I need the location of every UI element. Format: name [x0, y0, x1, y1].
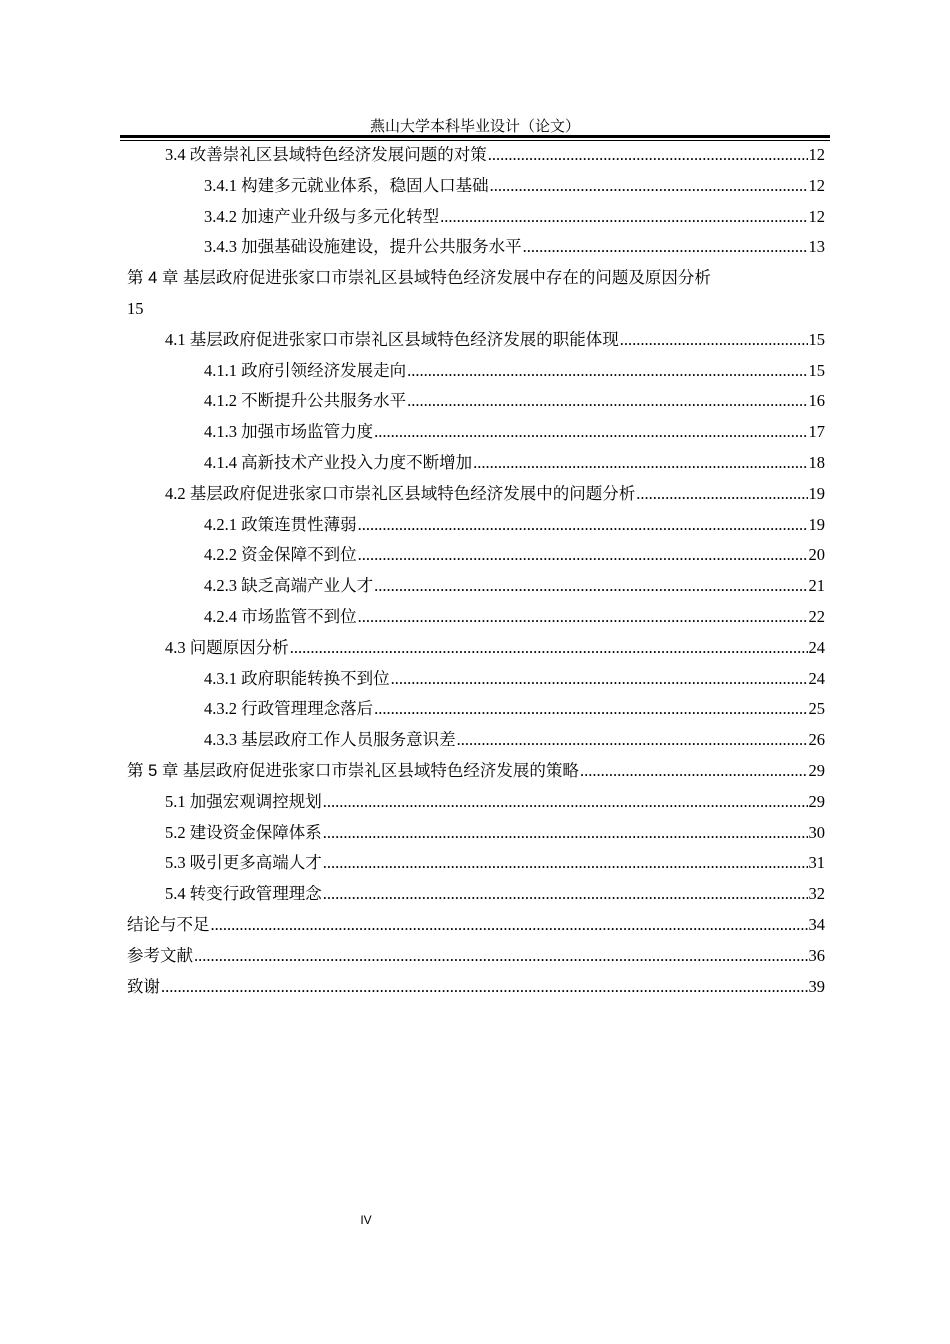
toc-entry[interactable] — [127, 725, 825, 756]
toc-entry-page: 34 — [808, 914, 825, 934]
toc-entry-title: 5.2 建设资金保障体系 — [165, 822, 322, 842]
toc-entry[interactable] — [127, 417, 825, 448]
dot-leader — [374, 571, 807, 602]
dot-leader — [374, 694, 807, 725]
dot-leader — [290, 633, 808, 664]
toc-entry[interactable] — [127, 664, 825, 695]
toc-entry-title: 4.1.3 加强市场监管力度 — [204, 422, 374, 442]
toc-entry[interactable] — [127, 910, 825, 941]
toc-entry-title: 3.4.1 构建多元就业体系，稳固人口基础 — [204, 175, 489, 195]
toc-entry-title: 4.1 基层政府促进张家口市崇礼区县域特色经济发展的职能体现 — [165, 329, 619, 349]
toc-entry-page: 12 — [808, 145, 825, 164]
toc-entry-title: 4.1.4 高新技术产业投入力度不断增加 — [204, 452, 473, 472]
toc-entry-page: 36 — [808, 945, 825, 965]
toc-entry[interactable] — [127, 263, 825, 325]
toc-entry-page: 32 — [808, 884, 825, 904]
toc-entry-title: 4.3.1 政府职能转换不到位 — [204, 668, 390, 688]
dot-leader — [523, 232, 808, 263]
toc-entry[interactable] — [127, 386, 825, 417]
toc-entry-title: 4.2.4 市场监管不到位 — [204, 606, 357, 626]
dot-leader — [473, 448, 807, 479]
dot-leader — [194, 941, 808, 972]
toc-entry[interactable] — [127, 571, 825, 602]
dot-leader — [391, 664, 808, 695]
toc-entry-title: 结论与不足 — [127, 915, 210, 934]
toc-entry[interactable] — [127, 140, 825, 171]
toc-entry-page: 20 — [808, 545, 825, 565]
dot-leader — [636, 479, 807, 510]
dot-leader — [407, 386, 807, 417]
dot-leader — [358, 602, 808, 633]
toc-entry-title: 4.3.2 行政管理理念落后 — [204, 699, 374, 719]
toc-entry[interactable] — [127, 325, 825, 356]
toc-entry-page: 19 — [808, 483, 825, 503]
toc-entry[interactable] — [127, 633, 825, 664]
toc-entry-title: 4.3 问题原因分析 — [165, 637, 289, 657]
page-number: IV — [360, 1213, 372, 1227]
toc-entry[interactable] — [127, 448, 825, 479]
toc-entry-page: 17 — [808, 422, 825, 442]
toc-entry[interactable] — [127, 540, 825, 571]
toc-entry-page: 26 — [808, 730, 825, 750]
toc-entry-title: 3.4.2 加速产业升级与多元化转型 — [204, 206, 440, 226]
toc-entry[interactable] — [127, 972, 825, 1003]
dot-leader — [323, 818, 808, 849]
toc-entry-page: 30 — [808, 822, 825, 842]
toc-entry-title: 4.3.3 基层政府工作人员服务意识差 — [204, 730, 456, 750]
toc-entry-page: 12 — [808, 206, 825, 226]
toc-entry[interactable] — [127, 479, 825, 510]
toc-entry-title: 致谢 — [127, 977, 160, 996]
dot-leader — [323, 848, 808, 879]
dot-leader — [580, 756, 808, 787]
toc-entry[interactable] — [127, 356, 825, 387]
toc-entry-title: 4.2.3 缺乏高端产业人才 — [204, 576, 374, 596]
toc-entry-page: 24 — [808, 637, 825, 657]
dot-leader — [323, 879, 808, 910]
toc-entry[interactable] — [127, 694, 825, 725]
dot-leader — [374, 417, 807, 448]
toc-entry-title: 第 4 章 基层政府促进张家口市崇礼区县域特色经济发展中存在的问题及原因分析 — [127, 269, 711, 288]
toc-entry-title: 4.2 基层政府促进张家口市崇礼区县域特色经济发展中的问题分析 — [165, 483, 636, 503]
toc-entry[interactable] — [127, 202, 825, 233]
toc-entry[interactable] — [127, 787, 825, 818]
toc-entry[interactable] — [127, 941, 825, 972]
toc-entry-title: 3.4 改善崇礼区县域特色经济发展问题的对策 — [165, 145, 487, 164]
toc-entry-page: 16 — [808, 391, 825, 411]
dot-leader — [490, 171, 808, 202]
toc-entry[interactable] — [127, 756, 825, 787]
toc-entry-page: 22 — [808, 606, 825, 626]
dot-leader — [440, 202, 807, 233]
dot-leader — [620, 325, 808, 356]
toc-entry-title: 5.1 加强宏观调控规划 — [165, 791, 322, 811]
toc-entry-title: 3.4.3 加强基础设施建设，提升公共服务水平 — [204, 237, 522, 257]
toc-entry-title: 4.1.1 政府引领经济发展走向 — [204, 360, 407, 380]
toc-entry-page: 24 — [808, 668, 825, 688]
dot-leader — [211, 910, 808, 941]
toc-entry-page: 39 — [808, 976, 825, 996]
toc-entry-page: 25 — [808, 699, 825, 719]
toc-entry-page: 29 — [808, 760, 825, 780]
toc-entry-page: 29 — [808, 791, 825, 811]
toc-entry-page: 13 — [808, 237, 825, 257]
toc-entry-page: 15 — [808, 329, 825, 349]
toc-entry-title: 4.2.1 政策连贯性薄弱 — [204, 514, 357, 534]
dot-leader — [161, 972, 808, 1003]
toc-entry-title: 4.2.2 资金保障不到位 — [204, 545, 357, 565]
table-of-contents — [127, 140, 825, 1002]
toc-entry[interactable] — [127, 602, 825, 633]
toc-entry[interactable] — [127, 171, 825, 202]
dot-leader — [488, 140, 808, 171]
toc-entry[interactable] — [127, 879, 825, 910]
toc-entry-title: 4.1.2 不断提升公共服务水平 — [204, 391, 407, 411]
toc-entry-page: 18 — [808, 452, 825, 472]
toc-entry-title: 5.3 吸引更多高端人才 — [165, 853, 322, 873]
toc-entry-page: 21 — [808, 576, 825, 596]
toc-entry-title: 参考文献 — [127, 946, 193, 965]
toc-entry[interactable] — [127, 232, 825, 263]
dot-leader — [358, 510, 808, 541]
toc-entry-page: 15 — [808, 360, 825, 380]
toc-entry-page: 31 — [808, 853, 825, 873]
dot-leader — [407, 356, 807, 387]
toc-entry-page: 15 — [127, 298, 144, 318]
toc-entry[interactable] — [127, 848, 825, 879]
toc-entry-page: 19 — [808, 514, 825, 534]
dot-leader — [358, 540, 808, 571]
toc-entry[interactable] — [127, 510, 825, 541]
running-header: 燕山大学本科毕业设计（论文） — [369, 119, 580, 135]
toc-entry-title: 第 5 章 基层政府促进张家口市崇礼区县域特色经济发展的策略 — [127, 761, 579, 780]
toc-entry-page: 12 — [808, 175, 825, 195]
toc-entry[interactable] — [127, 818, 825, 849]
dot-leader — [457, 725, 808, 756]
toc-entry-title: 5.4 转变行政管理理念 — [165, 884, 322, 904]
dot-leader — [323, 787, 808, 818]
